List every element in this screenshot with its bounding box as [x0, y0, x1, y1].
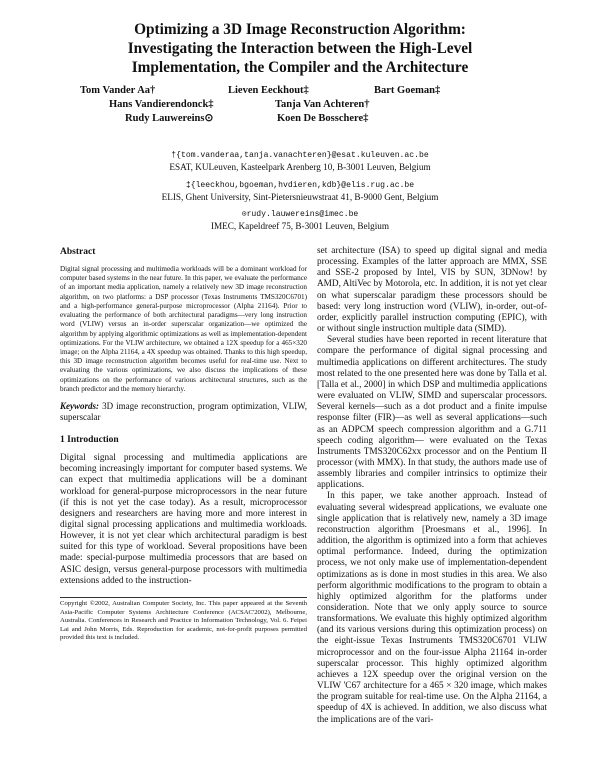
affiliation-imec — [0, 209, 600, 232]
author-name: Bart Goeman‡ — [374, 85, 441, 96]
author-row-1 — [80, 84, 520, 98]
introduction-heading: 1 Introduction — [60, 435, 119, 446]
copyright-footnote: Copyright ©2002, Australian Computer Society, Inc. This paper appeared at the Seventh Asia-Pacific Computer Systems Architecture Conference (ACSAC'2002), Melbourne, Australia. Conferences in Research and Practice in Information Technology, Vol. 6. Feipei Lai and John Morris, Eds. Reproduction for academic, not-for-profit purposes permitted provided this text is included. — [60, 597, 307, 643]
title-line-3: Implementation, the Compiler and the Architecture — [131, 59, 469, 76]
author-name: Rudy Lauwereins⊙ — [125, 113, 214, 124]
abstract-text: Digital signal processing and multimedia workloads will be a dominant workload for computer based systems in the near future. In this paper, we evaluate the performance of an important media application, namely a relatively new 3D image reconstruction algorithm, on two platforms: a DSP processor (Texas Instruments TMS320C6701) and a high-performance general-purpose microprocessor (Alpha 21164). Prior to evaluating the performance of both architectural paradigms—very long instruction word (VLIW) versus an in-order superscalar organization—we optimized the algorithm by applying algorithmic optimizations as well as implementation-dependent optimizations. For the VLIW architecture, we obtained a 12X speedup for a 465×320 image; on the Alpha 21164, a 4X speedup was obtained. Thanks to this high speedup, this 3D image reconstruction algorithm becomes useful for real-time use. Next to evaluating the various optimizations, we also discuss the implications of these optimizations on the performance of various architectural structures, such as the branch predictor and the memory hierarchy. — [60, 265, 307, 393]
affiliation-address: ELIS, Ghent University, Sint-Pietersnieuwstraat 41, B-9000 Gent, Belgium — [161, 191, 439, 202]
intro-paragraph-1-continued: set architecture (ISA) to speed up digital signal and media processing. Examples of the latter approach are MMX, SSE and SSE-2 proposed by Intel, VIS by SUN, 3DNow! by AMD, AltiVec by Motorola, etc. In addition, it is not yet clear on what superscalar paradigm these processors should be based: very long instruction word (VLIW), in-order, out-of-order, explicitly parallel instruction computing (EPIC), with or without single instruction multiple data (SIMD). — [317, 246, 547, 335]
left-column — [60, 246, 307, 587]
affiliation-address: ESAT, KULeuven, Kasteelpark Arenberg 10, B-3001 Leuven, Belgium — [169, 161, 431, 172]
title-line-2: Investigating the Interaction between the High-Level — [127, 40, 473, 57]
keywords — [60, 401, 307, 423]
affiliation-email: †{tom.vanderaa,tanja.vanachteren}@esat.kuleuven.ac.be — [171, 151, 429, 160]
author-block — [80, 84, 520, 126]
affiliation-ghent — [0, 180, 600, 203]
keywords-text: 3D image reconstruction, program optimization, VLIW, superscalar — [60, 401, 308, 423]
abstract-heading: Abstract — [60, 247, 96, 257]
author-row-3 — [80, 112, 520, 126]
affiliation-address: IMEC, Kapeldreef 75, B-3001 Leuven, Belgium — [210, 220, 390, 231]
intro-paragraph-2: Several studies have been reported in recent literature that compare the performance of digital signal processing and multimedia applications on different architectures. The study most related to the one presented here was done by Talla et al. [Talla et al., 2000] in which DSP and multimedia applications were evaluated on VLIW, SIMD and superscalar processors. Several kernels—such as a dot product and a finite impulse response filter (FIR)—as well as several applications—such as an ADPCM speech compression algorithm and a G.711 speech coding algorithm— were evaluated on the Texas Instruments TMS320C62xx processor and on the Pentium II processor (with MMX). In that study, the authors made use of assembly libraries and compiler intrinsics to optimize their applications. — [317, 335, 547, 491]
intro-paragraph-1: Digital signal processing and multimedia applications are becoming increasingly important for computer based systems. We can expect that multimedia applications will be a dominant workload for general-purpose microprocessors in the near future (if this is not yet the case today). As a result, microprocessor designers and researchers are having more and more interest in digital signal processing applications and multimedia workloads. However, it is not yet clear which architectural paradigm is best suited for this type of workload. Several propositions have been made: special-purpose multimedia processors that are based on ASIC design, versus general-purpose processors with multimedia extensions added to the instruction- — [60, 453, 307, 586]
paper-title — [60, 20, 540, 77]
author-row-2 — [80, 98, 520, 112]
author-name: Lieven Eeckhout‡ — [228, 85, 309, 96]
author-name: Tanja Van Achteren† — [275, 99, 370, 110]
author-name: Tom Vander Aa† — [80, 85, 156, 96]
right-column — [317, 246, 547, 726]
author-name: Hans Vandierendonck‡ — [109, 99, 214, 110]
intro-paragraph-3: In this paper, we take another approach. Instead of evaluating several widespread applications, we evaluate one single application that is relatively new, namely a 3D image reconstruction algorithm [Proesmans et al., 1996]. In addition, the algorithm is optimized into a form that achieves optimal performance. Indeed, during the optimization process, we not only make use of implementation-dependent optimizations as is done in most studies in this area. We also perform algorithmic modifications to the program to obtain a highly optimized algorithm for the platforms under consideration. Note that we only apply source to source transformations. We evaluate this highly optimized algorithm (and its various versions during this optimization process) on the eight-issue Texas Instruments TMS320C6701 VLIW microprocessor and on the four-issue Alpha 21164 in-order superscalar processor. This highly optimized algorithm achieves a 12X speedup over the original version on the VLIW 'C67 architecture for a 465 × 320 image, which makes the program suitable for real-time use. On the Alpha 21164, a speedup of 4X is achieved. In addition, we also discuss what the implications are of the vari- — [317, 491, 547, 725]
keywords-label: Keywords: — [60, 401, 99, 412]
author-name: Koen De Bosschere‡ — [277, 113, 369, 124]
affiliation-email: ⊙rudy.lauwereins@imec.be — [241, 210, 359, 219]
title-line-1: Optimizing a 3D Image Reconstruction Algorithm: — [134, 21, 466, 38]
affiliation-email: ‡{leeckhou,bgoeman,hvdieren,kdb}@elis.rug.ac.be — [185, 181, 415, 190]
affiliation-kuleuven — [0, 150, 600, 173]
